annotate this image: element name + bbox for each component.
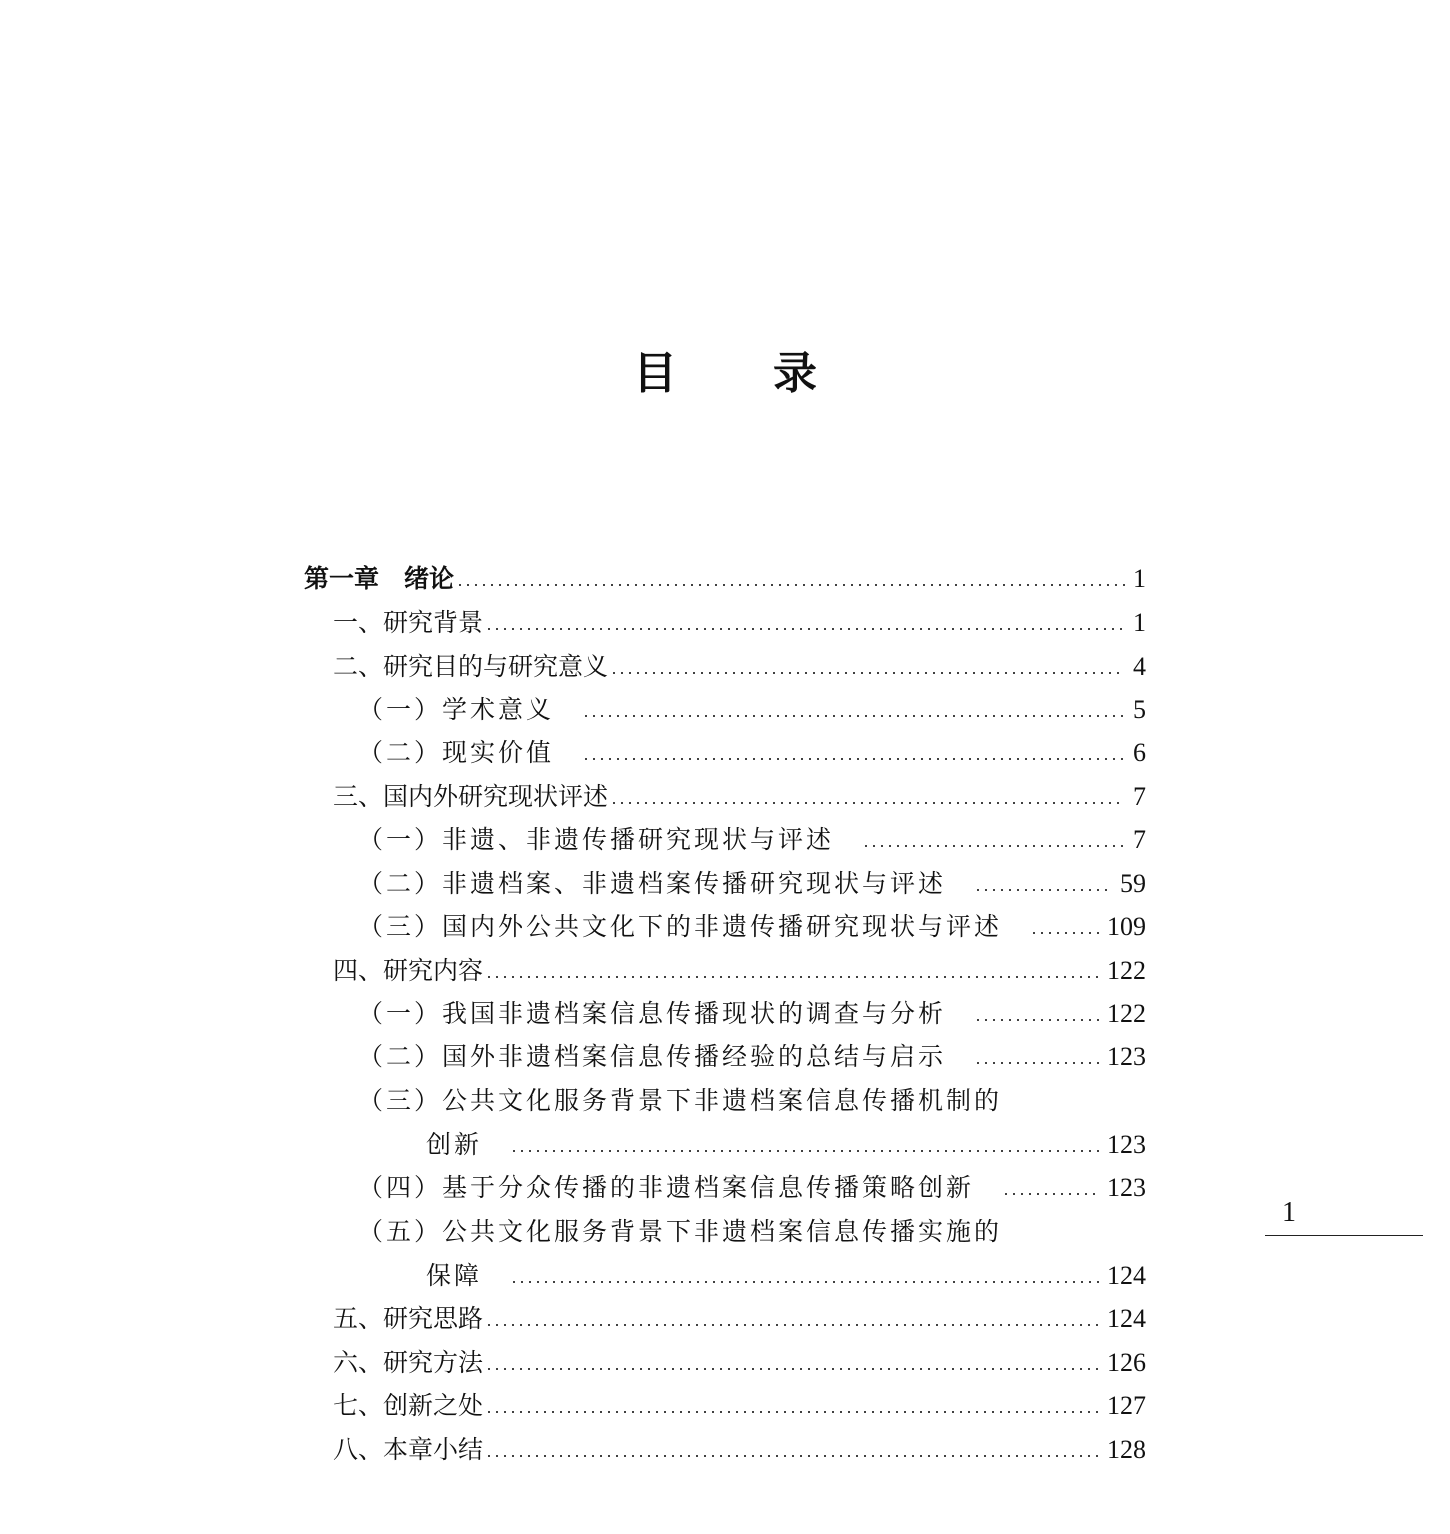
toc-entry-page: 6 [1133,738,1146,767]
dot-leader [974,889,1112,891]
toc-entry-page: 122 [1107,956,1146,985]
toc-entry[interactable] [333,1297,1146,1341]
toc-entry[interactable] [333,775,1146,819]
toc-entry-label: 四、研究内容 [333,956,484,985]
dot-leader [1030,932,1099,934]
toc-entry-chapter-1[interactable] [304,557,1146,601]
dot-leader [485,628,1125,630]
toc-entry-label-continuation: 保障 [426,1261,483,1290]
toc-entry[interactable] [333,949,1146,993]
dot-leader [862,845,1125,847]
toc-entry-label: （三）国内外公共文化下的非遗传播研究现状与评述 [358,912,1003,941]
toc-entry[interactable] [333,645,1146,689]
toc-entry-label-continuation: 创新 [426,1130,483,1159]
toc-entry[interactable] [358,1035,1146,1079]
dot-leader [610,672,1125,674]
dot-leader [1002,1193,1099,1195]
toc-entry[interactable] [333,601,1146,645]
dot-leader [510,1150,1099,1152]
toc-entry-label: （三）公共文化服务背景下非遗档案信息传播机制的 [358,1086,1003,1115]
toc-entry-page: 124 [1107,1304,1146,1333]
toc-entry-label: 第一章 绪论 [304,564,455,593]
dot-leader [485,976,1099,978]
dot-leader [582,758,1125,760]
page-number-rule [1265,1235,1423,1236]
toc-entry-page: 128 [1107,1435,1146,1464]
dot-leader [456,584,1125,586]
dot-leader [485,1455,1099,1457]
toc-entry-label: 五、研究思路 [333,1304,484,1333]
toc-entry[interactable] [333,1341,1146,1385]
toc-entry-continuation[interactable] [426,1123,1146,1167]
dot-leader [510,1281,1099,1283]
toc-entry-page: 123 [1107,1173,1146,1202]
toc-entry[interactable] [358,992,1146,1036]
toc-entry[interactable] [358,1166,1146,1210]
toc-entry-label: 一、研究背景 [333,608,484,637]
toc-entry-page: 126 [1107,1348,1146,1377]
dot-leader [974,1019,1099,1021]
toc-entry-label: （二）国外非遗档案信息传播经验的总结与启示 [358,1042,947,1071]
toc-entry-label: （一）非遗、非遗传播研究现状与评述 [358,825,835,854]
toc-entry-page: 123 [1107,1130,1146,1159]
toc-entry-page: 7 [1133,782,1146,811]
toc-entry[interactable] [333,1384,1146,1428]
toc-entry-label: （五）公共文化服务背景下非遗档案信息传播实施的 [358,1217,1003,1246]
toc-entry-page: 5 [1133,695,1146,724]
toc-entry-multiline[interactable] [358,1079,1146,1123]
toc-entry-page: 109 [1107,912,1146,941]
toc-entry-page: 127 [1107,1391,1146,1420]
toc-entry-page: 4 [1133,652,1146,681]
dot-leader [610,802,1125,804]
page-title: 目录 [633,348,913,399]
dot-leader [485,1411,1099,1413]
toc-entry[interactable] [333,1428,1146,1472]
toc-entry-label: 二、研究目的与研究意义 [333,652,609,681]
toc-entry[interactable] [358,731,1146,775]
toc-entry-page: 7 [1133,825,1146,854]
dot-leader [485,1324,1099,1326]
toc-entry-label: 六、研究方法 [333,1348,484,1377]
toc-entry[interactable] [358,905,1146,949]
toc-entry-multiline[interactable] [358,1210,1146,1254]
toc-entry-label: 三、国内外研究现状评述 [333,782,609,811]
toc-entry-label: （二）非遗档案、非遗档案传播研究现状与评述 [358,869,947,898]
toc-entry-label: （四）基于分众传播的非遗档案信息传播策略创新 [358,1173,975,1202]
toc-entry-label: （一）学术意义 [358,695,555,724]
toc-entry[interactable] [358,862,1146,906]
toc-entry-page: 123 [1107,1042,1146,1071]
toc-entry-page: 1 [1133,564,1146,593]
toc-entry-page: 1 [1133,608,1146,637]
dot-leader [974,1062,1099,1064]
toc-entry-page: 124 [1107,1261,1146,1290]
toc-entry-label: 八、本章小结 [333,1435,484,1464]
dot-leader [485,1368,1099,1370]
dot-leader [582,715,1125,717]
toc-entry-continuation[interactable] [426,1254,1146,1298]
toc-entry-page: 122 [1107,999,1146,1028]
toc-entry-page: 59 [1120,869,1146,898]
page-number: 1 [1282,1197,1296,1228]
toc-entry-label: （二）现实价值 [358,738,555,767]
toc-entry[interactable] [358,688,1146,732]
toc-entry-label: 七、创新之处 [333,1391,484,1420]
toc-entry[interactable] [358,818,1146,862]
toc-entry-label: （一）我国非遗档案信息传播现状的调查与分析 [358,999,947,1028]
